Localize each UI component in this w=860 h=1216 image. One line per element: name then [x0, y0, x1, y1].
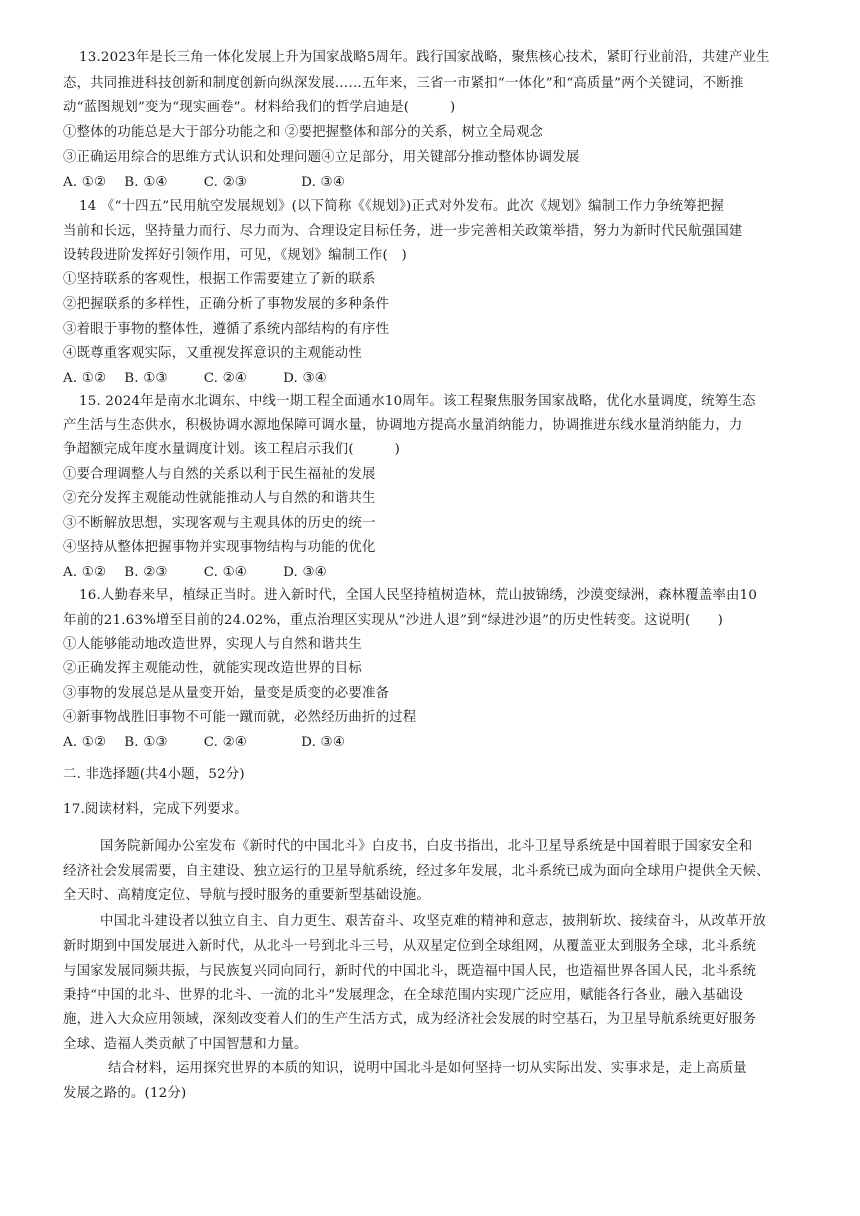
q14-option-2: ②把握联系的多样性，正确分析了事物发展的多种条件	[63, 297, 390, 312]
q16-option-1: ①人能够能动地改造世界，实现人与自然和谐共生	[63, 637, 362, 652]
q15-stem-line-1: 15. 2024年是南水北调东、中线一期工程全面通水10周年。该工程聚焦服务国家战略，优化水量调度，统筹生态	[79, 394, 756, 409]
q16-stem-line-2: 年前的21.63%增至目前的24.02%，重点治理区实现从“沙进人退”到“绿进沙退”的历史性转变。这说明( )	[63, 613, 723, 628]
q15-option-2: ②充分发挥主观能动性就能推动人与自然的和谐共生	[63, 491, 376, 506]
q17-paragraph-1-line-3: 全天时、高精度定位、导航与授时服务的重要新型基础设施。	[63, 888, 430, 903]
q16-option-4: ④新事物战胜旧事物不可能一蹴而就，必然经历曲折的过程	[63, 710, 417, 725]
q15-stem-line-3: 争超额完成年度水量调度计划。该工程启示我们( )	[63, 442, 401, 457]
q17-paragraph-2-line-6: 全球、造福人类贡献了中国智慧和力量。	[63, 1037, 308, 1052]
q14-choices: A. ①② B. ①③ C. ②④ D. ③④	[63, 371, 327, 386]
q15-option-3: ③不断解放思想，实现客观与主观具体的历史的统一	[63, 516, 376, 531]
q13-stem-line-1: 13.2023年是长三角一体化发展上升为国家战略5周年。践行国家战略，聚焦核心技术，紧盯行业前沿，共建产业生	[79, 50, 770, 65]
q14-option-4: ④既尊重客观实际，又重视发挥意识的主观能动性	[63, 346, 362, 361]
q16-stem-line-1: 16.人勤春来早，植绿正当时。进入新时代，全国人民坚持植树造林，荒山披锦绣，沙漠变绿洲，森林覆盖率由10	[79, 588, 758, 603]
q17-paragraph-2-line-4: 秉持“中国的北斗、世界的北斗、一流的北斗”发展理念，在全球范围内实现广泛应用，赋能各行各业，融入基础设	[63, 988, 744, 1003]
q14-option-3: ③着眼于事物的整体性，遵循了系统内部结构的有序性	[63, 322, 390, 337]
q13-stem-line-3: 动“蓝图规划”变为“现实画卷”。材料给我们的哲学启迪是( )	[63, 100, 456, 115]
q16-option-3: ③事物的发展总是从量变开始，量变是质变的必要准备	[63, 686, 390, 701]
q17-paragraph-2-line-2: 新时期到中国发展进入新时代，从北斗一号到北斗三号，从双星定位到全球组网，从覆盖亚太到服务全球，北斗系统	[63, 939, 757, 954]
q17-question-line-1: 结合材料，运用探究世界的本质的知识，说明中国北斗是如何坚持一切从实际出发、实事求是，走上高质量	[108, 1061, 747, 1076]
q13-option-line-2: ③正确运用综合的思维方式认识和处理问题④立足部分，用关键部分推动整体协调发展	[63, 150, 580, 165]
q17-title: 17.阅读材料，完成下列要求。	[63, 802, 248, 817]
q17-question-line-2: 发展之路的。(12分)	[63, 1086, 187, 1101]
q16-choices: A. ①② B. ①③ C. ②④ D. ③④	[63, 735, 345, 750]
q17-paragraph-1-line-1: 国务院新闻办公室发布《新时代的中国北斗》白皮书，白皮书指出，北斗卫星导系统是中国着眼于国家安全和	[100, 839, 753, 854]
q13-choices: A. ①② B. ①④ C. ②③ D. ③④	[63, 175, 345, 190]
q16-option-2: ②正确发挥主观能动性，就能实现改造世界的目标	[63, 661, 362, 676]
q17-paragraph-2-line-3: 与国家发展同频共振，与民族复兴同向同行，新时代的中国北斗，既造福中国人民，也造福世界各国人民，北斗系统	[63, 964, 757, 979]
q17-paragraph-1-line-2: 经济社会发展需要，自主建设、独立运行的卫星导航系统，经过多年发展，北斗系统已成为面向全球用户提供全天候、	[63, 864, 770, 879]
q14-stem-line-1: 14 《“十四五”民用航空发展规划》(以下简称《《规划》)正式对外发布。此次《规划》编制工作力争统筹把握	[79, 199, 725, 214]
q15-option-4: ④坚持从整体把握事物并实现事物结构与功能的优化	[63, 540, 376, 555]
q13-stem-line-2: 态，共同推进科技创新和制度创新向纵深发展……五年来，三省一市紧扣“一体化”和“高质量”两个关键词，不断推	[63, 76, 744, 91]
q15-option-1: ①要合理调整人与自然的关系以利于民生福祉的发展	[63, 467, 376, 482]
q15-choices: A. ①② B. ②③ C. ①④ D. ③④	[63, 565, 327, 580]
q13-option-line-1: ①整体的功能总是大于部分功能之和 ②要把握整体和部分的关系，树立全局观念	[63, 125, 544, 140]
section-heading: 二. 非选择题(共4小题，52分)	[63, 767, 245, 782]
q15-stem-line-2: 产生活与生态供水，积极协调水源地保障可调水量，协调地方提高水量消纳能力，协调推进东线水量消纳能力，力	[63, 418, 743, 433]
q14-option-1: ①坚持联系的客观性，根据工作需要建立了新的联系	[63, 272, 376, 287]
q14-stem-line-2: 当前和长远，坚持量力而行、尽力而为、合理设定目标任务，进一步完善相关政策举措，努力为新时代民航强国建	[63, 224, 743, 239]
q17-paragraph-2-line-5: 施，进入大众应用领域，深刻改变着人们的生产生活方式，成为经济社会发展的时空基石，为卫星导航系统更好服务	[63, 1012, 757, 1027]
q14-stem-line-3: 设转段进阶发挥好引领作用，可见，《规划》编制工作( )	[63, 248, 407, 263]
q17-paragraph-2-line-1: 中国北斗建设者以独立自主、自力更生、艰苦奋斗、攻坚克难的精神和意志，披荆斩坎、接续奋斗，从改革开放	[100, 914, 766, 929]
